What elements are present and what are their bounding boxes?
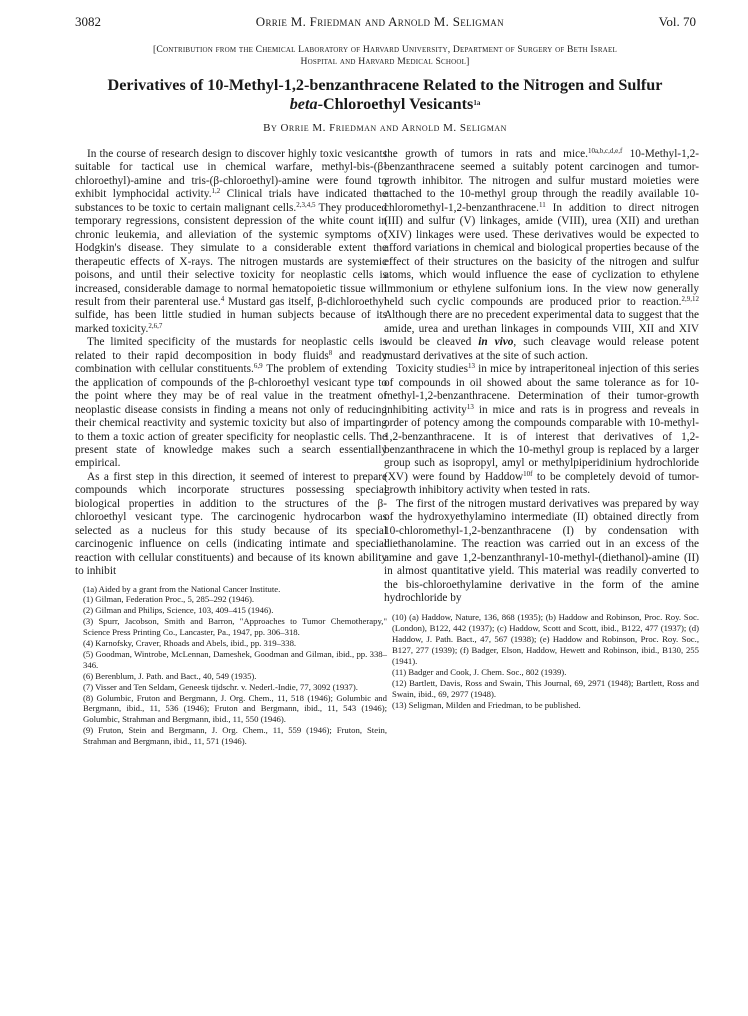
title-italic-part: beta: [289, 95, 318, 113]
footnote: (2) Gilman and Philips, Science, 103, 409–415 (1946).: [83, 605, 274, 616]
footnote: (4) Karnofsky, Craver, Rhoads and Abels, ibid., pp. 319–338.: [83, 638, 297, 649]
running-head-authors: Orrie M. Friedman and Arnold M. Seligman: [255, 14, 504, 29]
article-title: [70, 76, 700, 114]
byline: By Orrie M. Friedman and Arnold M. Seligman: [263, 122, 507, 134]
volume-number: Vol. 70: [658, 14, 696, 29]
contribution-line-1: [Contribution from the Chemical Laboratory of Harvard University, Department of Surgery of Beth Israel: [153, 44, 617, 55]
left-column: [75, 148, 387, 747]
paragraph: As a first step in this direction, it seemed of interest to prepare compounds which incorporate structures possessing special biological properties in addition to the structures of the β-chloroethyl vesicant type. The carcinogenic hydrocarbon was selected as a nucleus for this study because of its special carcinogenic influence on cells (indicating intimate and special reaction with cellular constituents) and because of its known ability to inhibit: [75, 470, 387, 578]
paragraph: Toxicity studies$^{13}$ in mice by intraperitoneal injection of this series of compounds in oil showed about the same tolerance as for 10-methyl-1,2-benzanthracene. Determination of their tumor-growth inhibiting activity$^{13}$ in mice and rats is in progress and reveals in order of potency among the compounds comparable with 10-methyl-1,2-benzanthracene. It is of interest that derivatives of 1,2-benzanthracene in which the 10-methyl group is replaced by a larger group such as isopropyl, amyl or methylpiperidinium hydrochloride (XV) were found by Haddow$^{10f}$ to be completely devoid of tumor-growth inhibitory activity when tested in rats.: [384, 362, 700, 497]
footnote: (1) Gilman, Federation Proc., 5, 285–292 (1946).: [83, 594, 255, 605]
title-line-2-rest: -Chloroethyl Vesicants: [317, 95, 474, 113]
title-line-2: [70, 95, 700, 114]
paragraph: In the course of research design to discover highly toxic vesicants suitable for tactical use in chemical warfare, methyl-bis-(β-chloroethyl)-amine and tris-(β-chloroethyl)-amine were found to exhibit lymphocidal activity.$^{1,2}$ Clinical trials have indicated the substances to be toxic to certain malignant cells.$^{2,3,4,5}$ They produced temporary regressions, consistent depression of the white count in chronic leukemia, and alleviation of the systemic symptoms of Hodgkin's disease. They simulate to a considerable extent the therapeutic effects of X-rays. The nitrogen mustards are systemic poisons, and until their selective toxicity for neoplastic cells is increased, considerable damage to normal hematopoietic tissue will result from their parenteral use.$^4$ Mustard gas itself, β-dichloroethyl sulfide, has been little studied in human subjects because of its marked toxicity.$^{2,6,7}$: [75, 148, 388, 335]
footnote: (10) (a) Haddow, Nature, 136, 868 (1935); (b) Haddow and Robinson, Proc. Roy. Soc. (London), B122, 442 (1937); (c) Haddow, Scott and Scott, ibid., B122, 477 (1937); (d) Haddow, J. Path. Bact., 47, 567 (1938); (e) Haddow and Robinson, Proc. Roy. Soc., B127, 277 (1939); (f) Badger, Elson, Haddow, Hewett and Robinson, ibid., B130, 255 (1941).: [392, 612, 699, 667]
footnote: (5) Goodman, Wintrobe, McLennan, Dameshek, Goodman and Gilman, ibid., pp. 338–346.: [83, 648, 387, 670]
footnote: (3) Spurr, Jacobson, Smith and Barron, "Approaches to Tumor Chemotherapy," Science Press Printing Co., Lancaster, Pa., 1947, pp. 306–318.: [83, 616, 387, 638]
footnote: (6) Berenblum, J. Path. and Bact., 40, 549 (1935).: [83, 670, 257, 681]
running-head: [75, 14, 696, 32]
contribution-line-2: Hospital and Harvard Medical School]: [300, 56, 470, 67]
footnote: (8) Golumbic, Fruton and Bergmann, J. Org. Chem., 11, 518 (1946); Golumbic and Bergmann, ibid., 11, 536 (1946); Fruton and Bergmann, ibid., 11, 543 (1946); Golumbic, Strahman and Bergmann, ibid., 11, 550 (1946).: [83, 692, 387, 725]
title-line-1: Derivatives of 10-Methyl-1,2-benzanthracene Related to the Nitrogen and Sulfur: [107, 76, 663, 94]
footnote: (11) Badger and Cook, J. Chem. Soc., 802 (1939).: [392, 666, 567, 677]
page-number: 3082: [75, 14, 101, 29]
footnotes-right: [384, 612, 699, 710]
paragraph: The limited specificity of the mustards for neoplastic cells is related to their rapid decomposition in body fluids$^8$ and ready combination with cellular constituents.$^{6,9}$ The problem of extending the application of compounds of the β-chloroethyl vesicant type to the point where they may be of real value in the treatment of neoplastic disease consists in finding a means not only of reducing their chemical reactivity and systemic toxicity but also of imparting to them a toxic action of greater specificity for neoplastic cells. The present state of knowledge makes such a search essentially empirical.: [75, 336, 387, 470]
contribution-note: [70, 44, 700, 68]
footnote: (7) Visser and Ten Seldam, Geneesk tijdschr. v. Nederl.-Indie, 77, 3092 (1937).: [83, 681, 358, 692]
footnote: (13) Seligman, Milden and Friedman, to be published.: [392, 699, 581, 710]
paragraph: the growth of tumors in rats and mice.$^{10a,b,c,d,e,f}$ 10-Methyl-1,2-benzanthracene seemed a suitably potent carcinogen and tumor-growth inhibitor. The nitrogen and sulfur mustard moieties were attached to the 10-methyl group through the readily available 10-chloromethyl-1,2-benzanthracene.$^{11}$ In addition to direct nitrogen (III) and sulfur (V) linkages, amide (VIII), urea (XII) and urethan (XIV) linkages were used. These derivatives would be expected to afford variations in chemical and biological properties because of the effect of their structures on the basicity of the nitrogen and sulfur atoms, which would influence the ease of cyclization to ethylene immonium or ethylene sulfonium ions. In the view now generally held such cyclic compounds are produced prior to reaction.$^{2,9,12}$ Although there are no precedent experimental data to suggest that the amide, urea and urethan linkages in compounds VIII, XII and XIV would be cleaved in vivo, such cleavage would release potent mustard derivatives at the site of such action.: [384, 147, 700, 362]
footnote: (9) Fruton, Stein and Bergmann, J. Org. Chem., 11, 559 (1946); Fruton, Stein, Strahman and Bergmann, ibid., 11, 571 (1946).: [83, 725, 387, 747]
right-column: [384, 148, 699, 711]
footnote: (1a) Aided by a grant from the National Cancer Institute.: [83, 583, 281, 594]
footnote: (12) Bartlett, Davis, Ross and Swain, This Journal, 69, 2971 (1948); Bartlett, Ross and Swain, ibid., 69, 2977 (1948).: [392, 677, 699, 699]
footnotes-left: [75, 584, 387, 748]
title-footnote-ref: 1a: [473, 99, 481, 107]
paragraph: The first of the nitrogen mustard derivatives was prepared by way of the hydroxyethylamino intermediate (II) obtained directly from 10-chloromethyl-1,2-benzanthracene (I) by condensation with diethanolamine. The reaction was carried out in an excess of the amine and gave 1,2-benzanthranyl-10-methyl-(diethanol)-amine (II) in almost quantitative yield. This material was readily converted to the bis-chloroethylamine derivative in the form of the amine hydrochloride by: [384, 497, 699, 604]
